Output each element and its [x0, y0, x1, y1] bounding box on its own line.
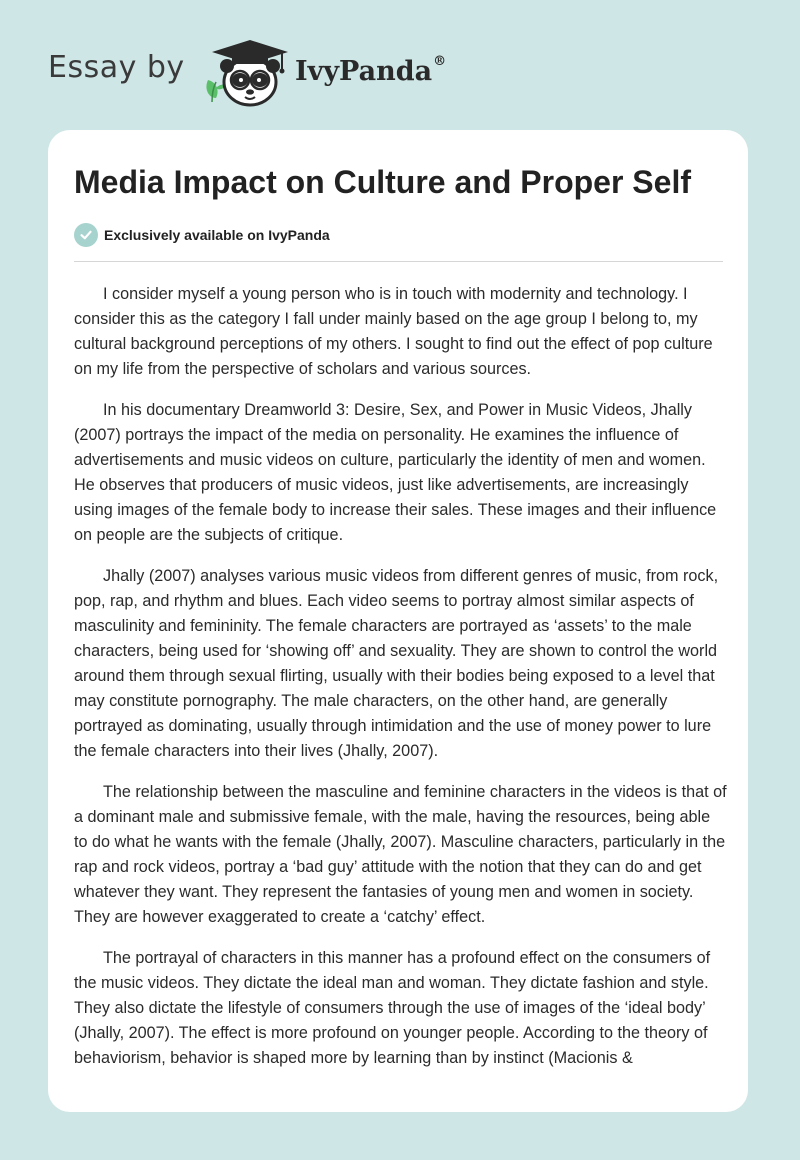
- badge-label: Exclusively available on IvyPanda: [104, 227, 330, 243]
- paragraph: The portrayal of characters in this manner has a profound effect on the consumers of the music videos. They dictate the ideal man and woman. They dictate fashion and style. They also dictate the lifestyle of consumers through the use of images of the ‘ideal body’ (Jhally, 2007). The effect is more profound on younger people. According to the theory of behaviorism, behavior is shaped more by learning than by instinct (Macionis &: [74, 949, 711, 1067]
- essay-card: [48, 130, 748, 1112]
- paragraph: In his documentary Dreamworld 3: Desire, Sex, and Power in Music Videos, Jhally (2007) portrays the impact of the media on personality. He examines the influence of advertisements and music videos on culture, particularly the identity of men and women. He observes that producers of music videos, just like advertisements, are increasingly using images of the female body to increase their sales. These images and their influence on people are the subjects of critique.: [74, 401, 717, 544]
- essay-by-label: Essay by: [48, 50, 185, 85]
- paragraph: The relationship between the masculine and feminine characters in the videos is that of a dominant male and submissive female, with the male, having the resources, being able to do what he wants with the female (Jhally, 2007). Masculine characters, particularly in the rap and rock videos, portray a ‘bad guy’ attitude with the notion that they can do and get whatever they want. They represent the fantasies of young men and women in society. They are however exaggerated to create a ‘catchy’ effect.: [74, 783, 727, 926]
- page-title: Media Impact on Culture and Proper Self: [74, 164, 691, 200]
- paragraph: Jhally (2007) analyses various music videos from different genres of music, from rock, pop, rap, and rhythm and blues. Each video seems to portray almost similar aspects of masculinity and femininity. The female characters are portrayed as ‘assets’ to the male characters, being used for ‘showing off’ and sexuality. They are shown to control the world around them through sexual flirting, usually with their bodies being exposed to a level that may constitute pornography. The male characters, on the other hand, are generally portrayed as dominating, usually through intimidation and the use of money power to lure the female characters into their lives (Jhally, 2007).: [74, 567, 719, 760]
- brand-name: IvyPanda: [295, 56, 433, 87]
- check-circle-icon: [74, 223, 98, 247]
- brand-logo-text[interactable]: [295, 56, 446, 87]
- exclusive-badge: [74, 222, 330, 248]
- essay-body: [74, 282, 728, 1087]
- registered-mark: ®: [433, 54, 447, 69]
- paragraph: I consider myself a young person who is in touch with modernity and technology. I consider this as the category I fall under mainly based on the age group I belong to, my cultural background perceptions of my others. I sought to find out the effect of pop culture on my life from the perspective of scholars and various sources.: [74, 285, 713, 378]
- divider: [74, 261, 723, 262]
- site-header: [0, 0, 800, 130]
- panda-graduate-icon: [202, 36, 292, 110]
